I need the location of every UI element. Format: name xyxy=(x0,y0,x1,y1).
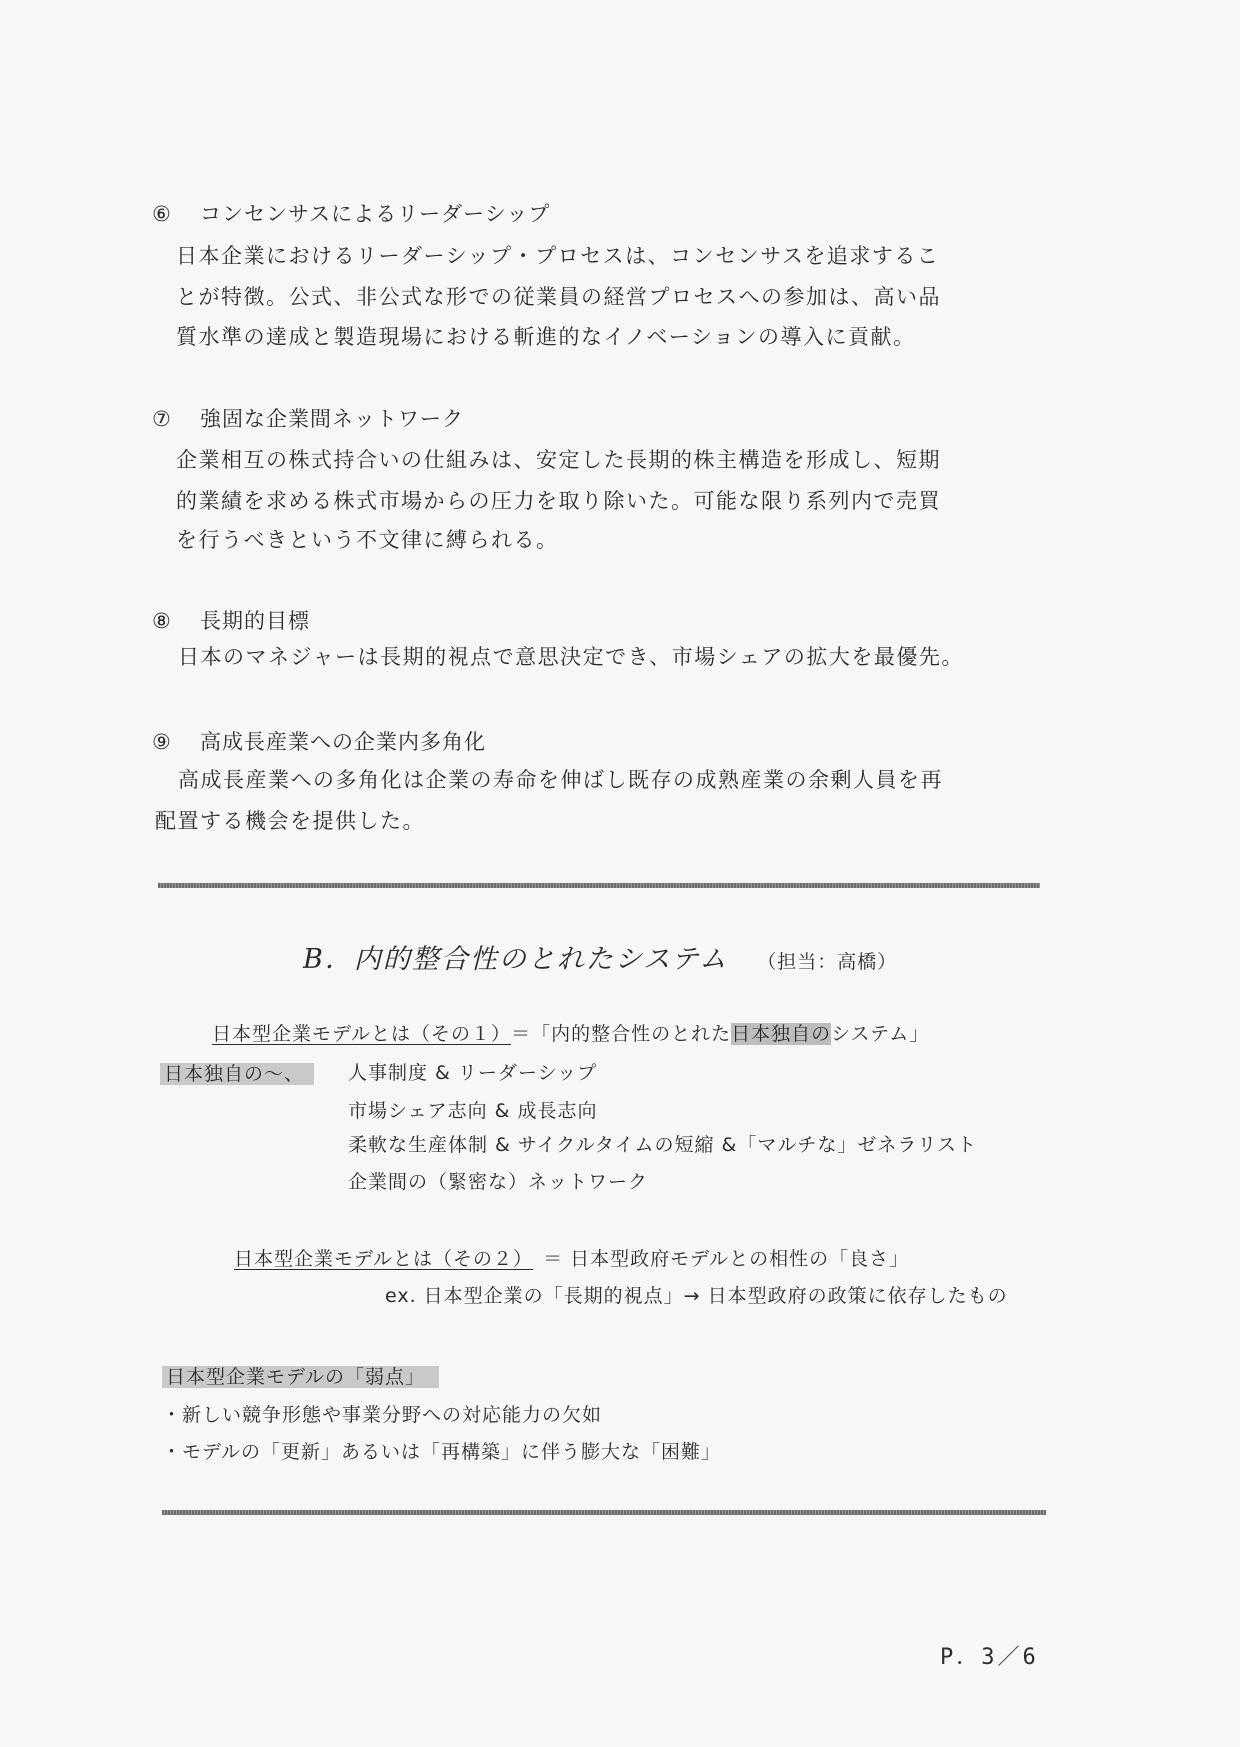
weakness-bullet-2: ・モデルの「更新」あるいは「再構築」に伴う膨大な「困難」 xyxy=(162,1441,722,1463)
item-9-line-1: 高成長産業への多角化は企業の寿命を伸ばし既存の成熟産業の余剰人員を再 xyxy=(178,768,943,792)
model-1-eq-highlight: 日本独自の xyxy=(731,1023,832,1045)
section-divider-bottom xyxy=(162,1510,1046,1515)
weakness-bullet-1: ・新しい競争形態や事業分野への対応能力の欠如 xyxy=(162,1404,603,1426)
section-divider-top xyxy=(158,883,1040,888)
item-7-heading xyxy=(152,403,464,433)
item-6-line-3: 質水準の達成と製造現場における斬進的なイノベーションの導入に貢献。 xyxy=(176,325,916,349)
item-7-title: 強固な企業間ネットワーク xyxy=(200,407,464,431)
item-7-line-1: 企業相互の株式持合いの仕組みは、安定した長期的株主構造を形成し、短期 xyxy=(176,448,941,472)
item-6-line-2: とが特徴。公式、非公式な形での従業員の経営プロセスへの参加は、高い品 xyxy=(176,285,941,309)
model-2-example: ex. 日本型企業の「長期的視点」→ 日本型政府の政策に依存したもの xyxy=(385,1285,1008,1307)
item-6-number: ⑥ xyxy=(152,202,172,226)
section-b-header xyxy=(303,937,897,976)
section-b-owner: （担当：高橋） xyxy=(757,951,898,973)
model-1-definition xyxy=(212,1019,929,1046)
item-9-title: 高成長産業への企業内多角化 xyxy=(200,730,486,754)
item-7-line-2: 的業績を求める株式市場からの圧力を取り除いた。可能な限り系列内で売買 xyxy=(176,489,941,513)
model-2-eq: ＝ 日本型政府モデルとの相性の「良さ」 xyxy=(543,1248,910,1270)
model-1-tag-row xyxy=(160,1059,314,1086)
model-1-eq-suffix: システム」 xyxy=(831,1023,930,1045)
item-6-heading xyxy=(152,198,550,228)
page-number: P．3／6 xyxy=(940,1645,1039,1670)
item-6-title: コンセンサスによるリーダーシップ xyxy=(200,202,551,226)
item-9-number: ⑨ xyxy=(152,730,172,754)
item-9-heading xyxy=(152,726,486,756)
model-2-label: 日本型企業モデルとは（その２） xyxy=(234,1248,534,1270)
item-8-title: 長期的目標 xyxy=(200,609,310,633)
item-7-number: ⑦ xyxy=(152,407,172,431)
model-1-point-4: 企業間の（緊密な）ネットワーク xyxy=(348,1171,649,1193)
model-1-tag: 日本独自の～、 xyxy=(160,1063,314,1085)
model-1-label: 日本型企業モデルとは（その１） xyxy=(212,1023,512,1045)
item-9-line-2: 配置する機会を提供した。 xyxy=(155,809,425,833)
model-1-eq-prefix: ＝「内的整合性のとれた xyxy=(511,1023,732,1045)
model-1-point-2: 市場シェア志向 & 成長志向 xyxy=(348,1100,598,1122)
item-8-heading xyxy=(152,605,310,635)
item-8-line-1: 日本のマネジャーは長期的視点で意思決定でき、市場シェアの拡大を最優先。 xyxy=(178,645,964,669)
model-1-point-3: 柔軟な生産体制 & サイクルタイムの短縮 &「マルチな」ゼネラリスト xyxy=(348,1134,977,1156)
weakness-label-row xyxy=(162,1362,439,1389)
item-8-number: ⑧ xyxy=(152,609,172,633)
model-1-point-1: 人事制度 & リーダーシップ xyxy=(348,1062,598,1084)
section-b-title: B．内的整合性のとれたシステム xyxy=(303,944,729,975)
item-7-line-3: を行うべきという不文律に縛られる。 xyxy=(176,528,559,552)
item-6-line-1: 日本企業におけるリーダーシップ・プロセスは、コンセンサスを追求するこ xyxy=(176,244,940,268)
model-2-definition xyxy=(234,1244,909,1271)
weakness-label: 日本型企業モデルの「弱点」 xyxy=(162,1366,439,1388)
